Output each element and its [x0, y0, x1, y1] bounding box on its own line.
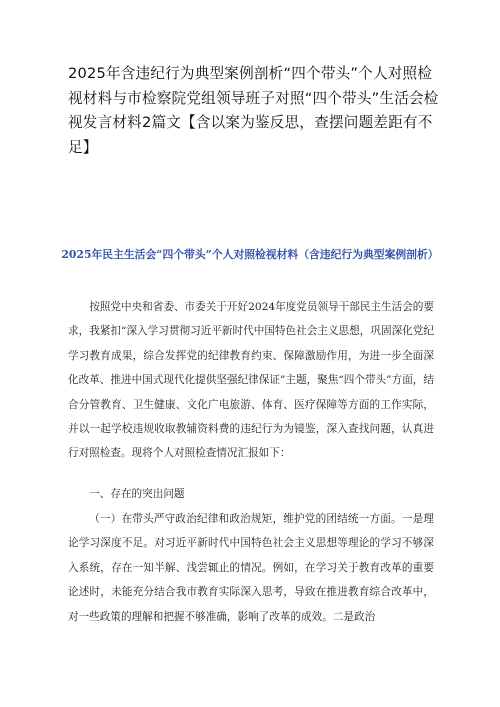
body-heading-problems: 一、存在的突出问题: [89, 488, 185, 500]
body-paragraph-intro: 按照党中央和省委、市委关于开好2024年度党员领导干部民主生活会的要求，我紧扣“深入学习贯彻习近平新时代中国特色社会主义思想，巩固深化党纪学习教育成果，综合发挥党的纪律教育约束、保障激励作用，为进一步全面深化改革、推进中国式现代化提供坚强纪律保证”主题，聚焦“四个带头”方面，结合分管教育、卫生健康、文化广电旅游、体育、医疗保障等方面的工作实际，并以一起学校违规收取教辅资料费的违纪行为为镜鉴，深入查找问题，认真进行对照检查。现将个人对照检查情况汇报如下：: [68, 301, 434, 460]
document-title: 2025年含违纪行为典型案例剖析“四个带头”个人对照检视材料与市检察院党组领导班子对照“四个带头”生活会检视发言材料2篇文【含以案为鉴反思，查摆问题差距有不足】: [68, 65, 439, 156]
section-heading: 2025年民主生活会“四个带头”个人对照检视材料（含违纪行为典型案例剖析）: [61, 248, 439, 261]
body-paragraph-political: （一）在带头严守政治纪律和政治规矩，维护党的团结统一方面。一是理论学习深度不足。对习近平新时代中国特色社会主义思想等理论的学习不够深入系统，存在一知半解、浅尝辄止的情况。例如，在学习关于教育改革的重要论述时，未能充分结合我市教育实际深入思考，导致在推进教育综合改革中，对一些政策的理解和把握不够准确，影响了改革的成效。二是政治: [68, 513, 434, 623]
